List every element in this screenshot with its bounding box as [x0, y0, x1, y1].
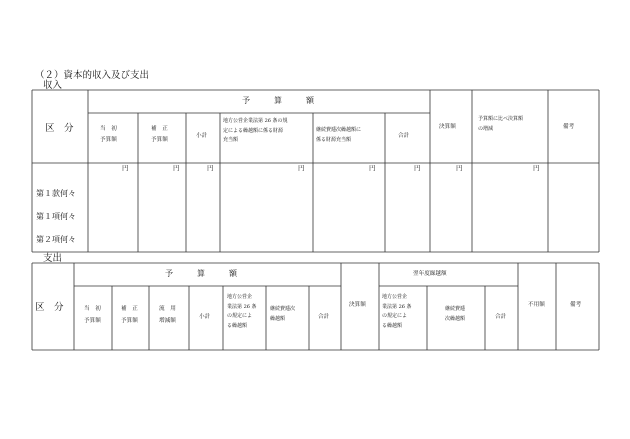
income-kubun-header: 区 分 — [45, 123, 74, 134]
expense-biko-header: 備考 — [570, 302, 582, 308]
yen-mark: 円 — [122, 164, 129, 172]
expense-hosei-header: 補 正 予算額 — [121, 306, 138, 325]
expense-gokei-header: 合計 — [318, 314, 330, 320]
income-hikaku-header: 予算額に比べ決算額 の増減 — [478, 116, 524, 132]
expense-kubun-header: 区 分 — [35, 302, 64, 313]
expense-ryuyo-header: 流 用 増減額 — [159, 306, 176, 325]
expense-table-lines — [32, 263, 599, 350]
yen-mark: 円 — [173, 164, 180, 172]
expense-shokei-header: 小計 — [199, 314, 211, 320]
income-label: 収入 — [43, 80, 63, 91]
expense-chiho-header: 地方公営企 業法第 26 条 の規定によ る繰越額 — [227, 294, 257, 329]
yen-mark: 円 — [298, 164, 305, 172]
row-label: 第１款何々 — [36, 189, 76, 198]
income-chiho-header: 地方公営企業法第 26 条の規 定による繰越額に係る財源 充当額 — [223, 118, 288, 143]
expense-toshyo-header: 当 初 予算額 — [84, 306, 101, 325]
income-biko-header: 備考 — [563, 124, 575, 130]
expense-label: 支出 — [43, 253, 63, 264]
income-yosangaku-header: 予 算 額 — [242, 96, 314, 105]
section-title: （２）資本的収入及び支出 — [35, 70, 150, 81]
income-hosei-header: 補 正 予算額 — [151, 126, 168, 143]
row-label: 第１項何々 — [36, 212, 76, 221]
income-shokei-header: 小計 — [196, 133, 208, 139]
income-gokei-header: 合計 — [398, 133, 410, 139]
expense-gokei2-header: 合計 — [495, 314, 507, 320]
expense-chiho2-header: 地方公営企 業法第 26 条 の規定によ る繰越額 — [382, 294, 412, 329]
income-toshyo-header: 当 初 予算額 — [100, 126, 117, 143]
yen-mark: 円 — [456, 164, 463, 172]
income-keizoku-header: 継続費逓次繰越額に 係る財源充当額 — [316, 127, 362, 143]
expense-keizoku2-header: 継続費逓 次繰越額 — [445, 306, 466, 322]
expense-fuyo-header: 不用額 — [528, 302, 545, 308]
row-label: 第２項何々 — [36, 235, 76, 244]
yen-mark: 円 — [369, 164, 376, 172]
yen-mark: 円 — [414, 164, 421, 172]
yen-mark: 円 — [533, 164, 540, 172]
income-kessan-header: 決算額 — [439, 124, 456, 130]
expense-yokunendo-header: 翌年度繰越額 — [413, 271, 447, 277]
expense-yosangaku-header: 予 算 額 — [165, 269, 237, 278]
expense-kessan-header: 決算額 — [349, 302, 366, 308]
yen-mark: 円 — [207, 164, 214, 172]
expense-keizoku-header: 継続費逓次 繰越額 — [270, 306, 296, 322]
